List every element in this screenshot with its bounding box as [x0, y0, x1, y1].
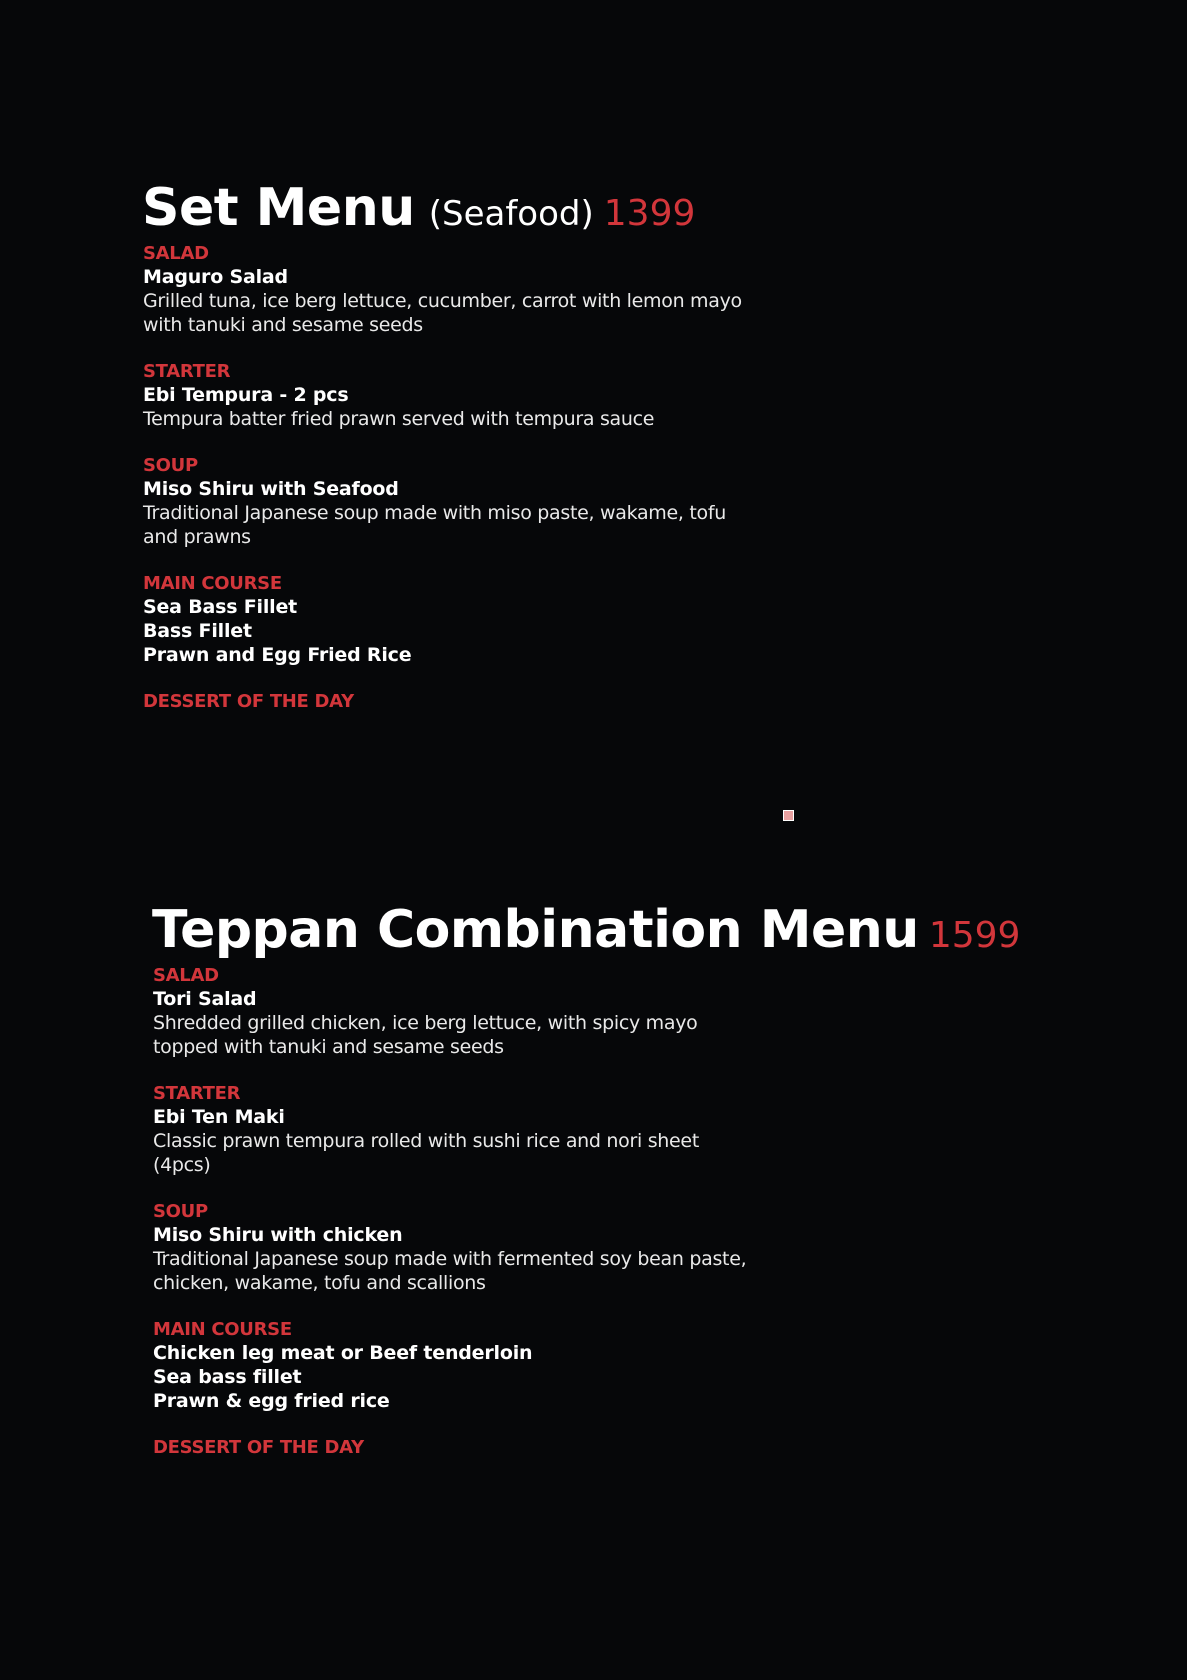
- section-dessert: [143, 690, 742, 713]
- teppan-combination-menu: [153, 900, 1020, 1482]
- section-salad: [143, 242, 742, 337]
- section-main-course: [143, 572, 742, 667]
- menu-title-text: Teppan Combination Menu: [152, 900, 919, 960]
- section-label: DESSERT OF THE DAY: [153, 1437, 364, 1458]
- small-square-icon: [783, 810, 794, 821]
- item-name: Ebi Tempura - 2 pcs: [143, 384, 349, 406]
- section-label: SOUP: [153, 1201, 208, 1222]
- item-name: Sea bass fillet: [153, 1366, 302, 1388]
- section-label: MAIN COURSE: [143, 573, 282, 594]
- menu-price: 1599: [928, 915, 1021, 956]
- menu-title: [152, 900, 1020, 960]
- section-label: SOUP: [143, 455, 198, 476]
- section-dessert: [153, 1436, 1020, 1459]
- section-soup: [153, 1200, 1020, 1295]
- item-name: Miso Shiru with chicken: [153, 1224, 403, 1246]
- item-name: Maguro Salad: [143, 266, 288, 288]
- item-name: Sea Bass Fillet: [143, 596, 298, 618]
- section-starter: [153, 1082, 1020, 1177]
- section-label: STARTER: [143, 361, 231, 382]
- item-name: Tori Salad: [153, 988, 257, 1010]
- item-description: Grilled tuna, ice berg lettuce, cucumber, carrot with lemon mayo with tanuki and sesame seeds: [143, 290, 742, 336]
- section-label: MAIN COURSE: [153, 1319, 292, 1340]
- section-main-course: [153, 1318, 1020, 1413]
- item-description: Classic prawn tempura rolled with sushi rice and nori sheet (4pcs): [153, 1130, 699, 1176]
- item-name: Prawn & egg fried rice: [153, 1390, 390, 1412]
- item-description: Shredded grilled chicken, ice berg lettuce, with spicy mayo topped with tanuki and sesame seeds: [153, 1012, 698, 1058]
- menu-price: 1399: [603, 193, 696, 234]
- item-name: Miso Shiru with Seafood: [143, 478, 399, 500]
- item-name: Ebi Ten Maki: [153, 1106, 285, 1128]
- section-label: DESSERT OF THE DAY: [143, 691, 354, 712]
- item-name: Prawn and Egg Fried Rice: [143, 644, 412, 666]
- item-description: Traditional Japanese soup made with miso paste, wakame, tofu and prawns: [143, 502, 726, 548]
- set-menu-seafood: [143, 178, 742, 736]
- section-starter: [143, 360, 742, 431]
- section-label: SALAD: [153, 965, 219, 986]
- item-name: Chicken leg meat or Beef tenderloin: [153, 1342, 533, 1364]
- item-description: Tempura batter fried prawn served with tempura sauce: [143, 408, 655, 430]
- item-description: Traditional Japanese soup made with fermented soy bean paste, chicken, wakame, tofu and scallions: [153, 1248, 747, 1294]
- section-salad: [153, 964, 1020, 1059]
- menu-subtitle: (Seafood): [428, 194, 594, 234]
- menu-title: [142, 178, 742, 238]
- section-label: STARTER: [153, 1083, 241, 1104]
- section-soup: [143, 454, 742, 549]
- menu-title-text: Set Menu: [142, 178, 415, 238]
- section-label: SALAD: [143, 243, 209, 264]
- item-name: Bass Fillet: [143, 620, 252, 642]
